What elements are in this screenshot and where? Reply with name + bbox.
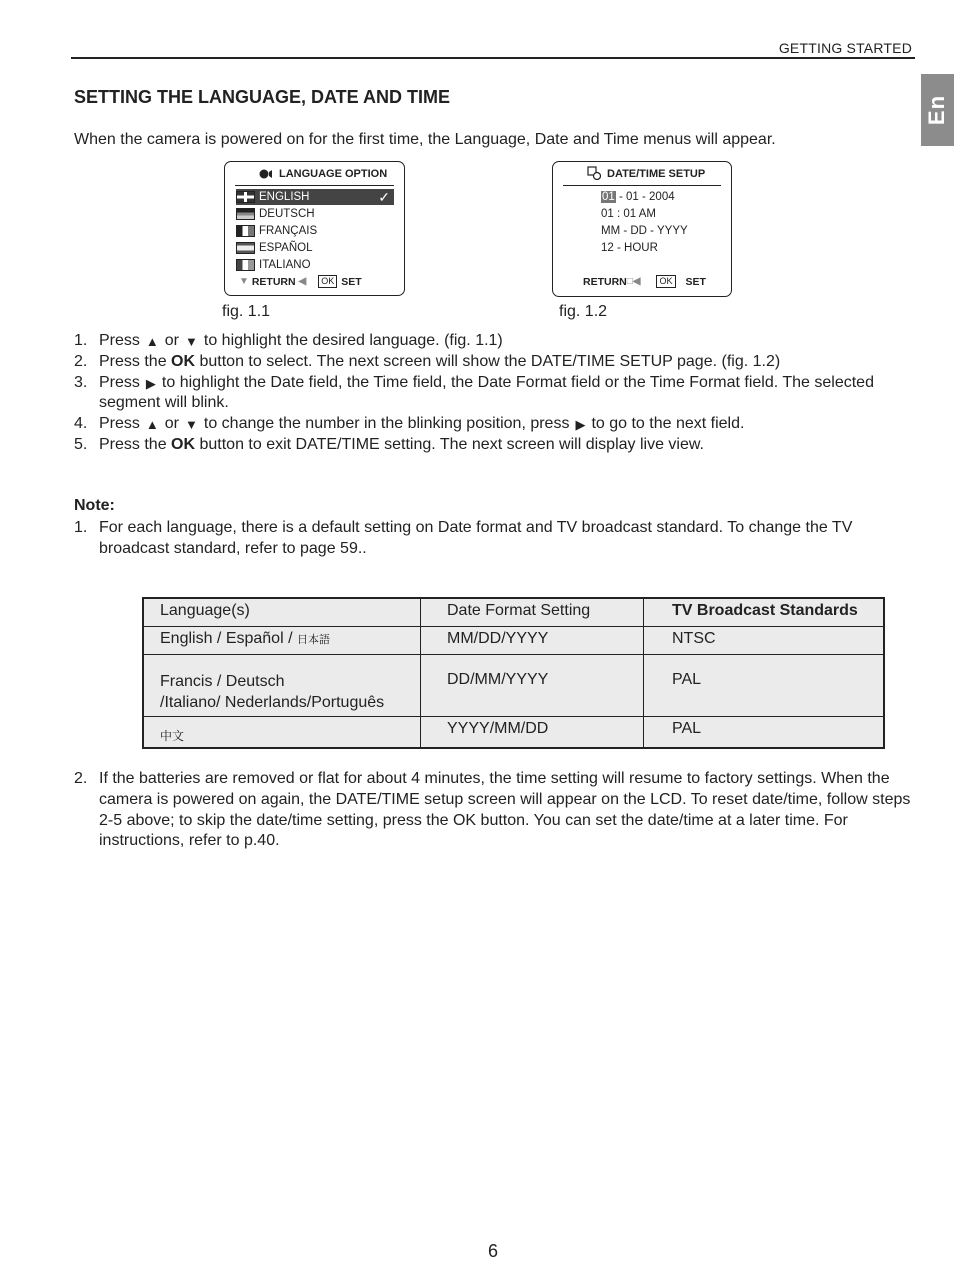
screen-title: DATE/TIME SETUP (607, 168, 706, 180)
screen-footer (239, 275, 362, 288)
title-rule (563, 185, 721, 186)
date-format-field[interactable]: MM - DD - YYYY (601, 225, 688, 237)
hour-format-field[interactable]: 12 - HOUR (601, 242, 658, 254)
step-4: 4. Press ▲ or ▼ to change the number in the blinking position, press ▶ to go to the next field. (74, 414, 924, 435)
table-header: TV Broadcast Standards (644, 598, 885, 626)
step-2: 2. Press the OK button to select. The next screen will show the DATE/TIME SETUP page. (fig. 1.2) (74, 352, 781, 370)
note-heading: Note: (74, 497, 115, 514)
set-label: SET (685, 275, 706, 288)
section-header: GETTING STARTED (778, 40, 912, 56)
es-flag-icon (236, 242, 255, 254)
language-item-francais[interactable] (236, 223, 394, 239)
check-icon: ✓ (378, 188, 390, 205)
down-arrow-icon: ▼ (185, 334, 198, 349)
language-label: FRANÇAIS (259, 225, 318, 237)
date-rest: - 01 - 2004 (615, 191, 675, 203)
language-option-screen (224, 161, 405, 296)
set-label: SET (341, 275, 362, 288)
table-row (143, 716, 884, 748)
de-flag-icon (236, 208, 255, 220)
language-label: ESPAÑOL (259, 242, 313, 254)
up-arrow-icon: ▲ (145, 334, 159, 349)
down-arrow-icon: ▼ (239, 276, 249, 287)
clock-calendar-icon (587, 166, 601, 180)
header-rule (71, 57, 915, 59)
highlighted-segment: 01 (602, 191, 615, 203)
language-globe-icon (259, 168, 273, 180)
table-header: Date Format Setting (421, 598, 644, 626)
table-cell: DD/MM/YYYY (421, 654, 644, 716)
it-flag-icon (236, 259, 255, 271)
language-label: DEUTSCH (259, 208, 315, 220)
ok-key-icon: OK (318, 275, 337, 288)
language-tab (921, 74, 954, 146)
table-header-row (143, 598, 884, 626)
table-cell: Francis / Deutsch /Italiano/ Nederlands/Português (143, 654, 421, 716)
down-arrow-icon: ▼ (185, 417, 198, 433)
left-arrow-icon: □◀ (626, 276, 641, 287)
figure-caption: fig. 1.2 (559, 303, 608, 320)
title-rule (235, 185, 394, 186)
table-cell: YYYY/MM/DD (421, 716, 644, 748)
steps-list (74, 331, 924, 456)
table-cell: English / Español / 日本語 (143, 626, 421, 654)
language-label: ENGLISH (259, 191, 310, 203)
page-number: 6 (487, 1241, 498, 1261)
table-row (143, 626, 884, 654)
up-arrow-icon: ▲ (145, 417, 159, 433)
table-cell: PAL (644, 716, 885, 748)
table-header: Language(s) (143, 598, 421, 626)
step-5: 5. Press the OK button to exit DATE/TIME setting. The next screen will display live view. (74, 435, 704, 453)
note-2: 2. If the batteries are removed or flat for about 4 minutes, the time setting will resume to factory settings. When the camera is powered on again, the DATE/TIME setup screen will appear on the LCD. To reset date/time, follow steps 2-5 above; to skip the date/time setting, press the OK button. You can set the date/time at a later time. For instructions, refer to p.40. (74, 770, 911, 850)
left-arrow-icon: ◀ (298, 276, 307, 287)
language-item-italiano[interactable] (236, 257, 394, 273)
language-item-deutsch[interactable] (236, 206, 394, 222)
datetime-setup-screen (552, 161, 732, 297)
right-arrow-icon: ▶ (575, 417, 586, 433)
date-field[interactable] (601, 191, 675, 203)
note-1: 1. For each language, there is a default setting on Date format and TV broadcast standard. To change the TV broadcast standard, refer to page 59.. (74, 519, 853, 557)
table-cell: 中文 (143, 716, 421, 748)
step-1: 1. Press ▲ or ▼ to highlight the desired language. (fig. 1.1) (74, 331, 924, 352)
page-title: SETTING THE LANGUAGE, DATE AND TIME (74, 87, 450, 107)
step-3: 3. Press ▶ to highlight the Date field, the Time field, the Date Format field or the Time Format field. The selected segment will blink. (74, 373, 874, 412)
right-arrow-icon: ▶ (145, 375, 156, 391)
screen-title: LANGUAGE OPTION (279, 168, 388, 180)
ok-key-icon: OK (656, 275, 675, 288)
uk-flag-icon (236, 191, 255, 203)
screen-footer (583, 275, 706, 288)
language-tab-label: En (924, 94, 950, 126)
language-label: ITALIANO (259, 259, 311, 271)
tv-standards-table (142, 597, 885, 749)
language-item-english[interactable] (236, 189, 394, 205)
table-row (143, 654, 884, 716)
fr-flag-icon (236, 225, 255, 237)
language-item-espanol[interactable] (236, 240, 394, 256)
figure-caption: fig. 1.1 (222, 303, 271, 320)
time-field[interactable]: 01 : 01 AM (601, 208, 656, 220)
intro-paragraph: When the camera is powered on for the first time, the Language, Date and Time menus will appear. (74, 131, 776, 148)
table-cell: PAL (644, 654, 885, 716)
return-label: RETURN (251, 275, 296, 288)
table-cell: NTSC (644, 626, 885, 654)
table-cell: MM/DD/YYYY (421, 626, 644, 654)
return-label: RETURN (583, 275, 627, 288)
